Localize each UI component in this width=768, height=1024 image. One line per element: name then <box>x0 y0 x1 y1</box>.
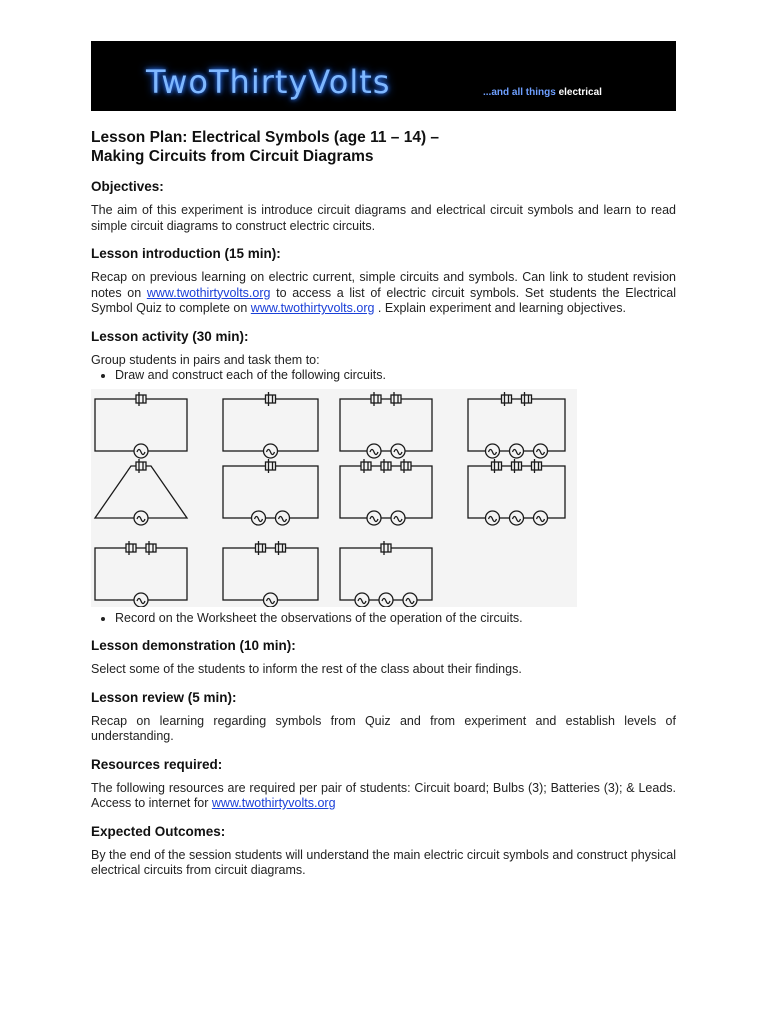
cell-gap <box>136 462 146 470</box>
lesson-plan-document <box>91 128 676 890</box>
activity-list-continued <box>91 611 676 627</box>
circuit-wire <box>223 548 318 600</box>
cell-gap <box>512 462 522 470</box>
cell-gap <box>276 544 286 552</box>
activity-intro: Group students in pairs and task them to: <box>91 352 320 367</box>
cell-gap <box>136 395 146 403</box>
revision-notes-link[interactable]: www.twothirtyvolts.org <box>146 285 271 300</box>
cell-gap <box>256 544 266 552</box>
cell-gap <box>381 462 391 470</box>
title-line-1: Lesson Plan: Electrical Symbols (age 11 – 14) – <box>91 129 440 146</box>
circuit-wire <box>340 466 432 518</box>
intro-text-part-2: to access a list of electric circuit symbols. Set students the Electrical Symbol Quiz to complete on <box>91 285 677 315</box>
cell-gap <box>492 462 502 470</box>
circuit-wire <box>340 399 432 451</box>
cell-gap <box>401 462 411 470</box>
outcomes-heading: Expected Outcomes: <box>91 823 226 839</box>
circuit-wire <box>95 399 187 451</box>
title-line-2: Making Circuits from Circuit Diagrams <box>91 148 374 165</box>
activity-bullet-draw: • Draw and construct each of the following circuits. <box>115 368 676 384</box>
outcomes-text: By the end of the session students will understand the main electric circuit symbols and construct physical electrical circuits from circuit diagrams. <box>91 847 677 877</box>
tagline-emphasis: electrical <box>558 87 602 98</box>
cell-gap <box>522 395 532 403</box>
objectives-heading: Objectives: <box>91 179 164 194</box>
introduction-text <box>91 270 676 317</box>
activity-bullet-record: • Record on the Worksheet the observations of the operation of the circuits. <box>115 611 676 627</box>
demonstration-text: Select some of the students to inform the rest of the class about their findings. <box>91 662 522 676</box>
cell-gap <box>371 395 381 403</box>
circuit-wire <box>223 399 318 451</box>
activity-list <box>91 368 676 384</box>
cell-gap <box>502 395 512 403</box>
intro-text-part-1: Recap on previous learning on electric current, simple circuits and symbols. Can link to student revision notes on <box>91 270 676 300</box>
cell-gap <box>391 395 401 403</box>
cell-gap <box>266 462 276 470</box>
activity-heading: Lesson activity (30 min): <box>91 328 249 344</box>
circuit-wire <box>468 399 565 451</box>
cell-gap <box>126 544 136 552</box>
cell-gap <box>381 544 391 552</box>
banner-tagline <box>483 87 602 98</box>
circuit-wire <box>95 548 187 600</box>
document-title <box>91 128 676 166</box>
header-banner <box>91 41 676 111</box>
review-text: Recap on learning regarding symbols from Quiz and from experiment and establish levels of understanding. <box>91 713 676 743</box>
cell-gap <box>361 462 371 470</box>
symbol-quiz-link[interactable]: www.twothirtyvolts.org <box>250 301 375 315</box>
resources-text <box>91 781 676 812</box>
circuit-wire <box>223 466 318 518</box>
cell-gap <box>266 395 276 403</box>
site-logo: TwoThirtyVolts <box>146 63 391 101</box>
objectives-text: The aim of this experiment is introduce circuit diagrams and electrical circuit symbols and learn to read simple circuit diagrams to construct electric circuits. <box>91 203 676 233</box>
resources-heading: Resources required: <box>91 756 223 772</box>
resources-site-link[interactable]: www.twothirtyvolts.org <box>211 796 336 810</box>
cell-gap <box>532 462 542 470</box>
review-heading: Lesson review (5 min): <box>91 689 237 705</box>
circuit-diagrams-svg <box>91 389 577 607</box>
tagline-lead: ...and all things <box>483 87 559 98</box>
circuit-wire <box>340 548 432 600</box>
resources-text-body: The following resources are required per pair of students: Circuit board; Bulbs (3); Batteries (3); & Leads. Access to internet for <box>91 780 676 810</box>
circuit-wire <box>95 466 187 518</box>
demonstration-heading: Lesson demonstration (10 min): <box>91 638 296 653</box>
circuit-diagrams-figure <box>91 389 577 607</box>
intro-text-part-3: . Explain experiment and learning objectives. <box>374 301 626 315</box>
cell-gap <box>146 544 156 552</box>
introduction-heading: Lesson introduction (15 min): <box>91 246 281 261</box>
circuit-wire <box>468 466 565 518</box>
